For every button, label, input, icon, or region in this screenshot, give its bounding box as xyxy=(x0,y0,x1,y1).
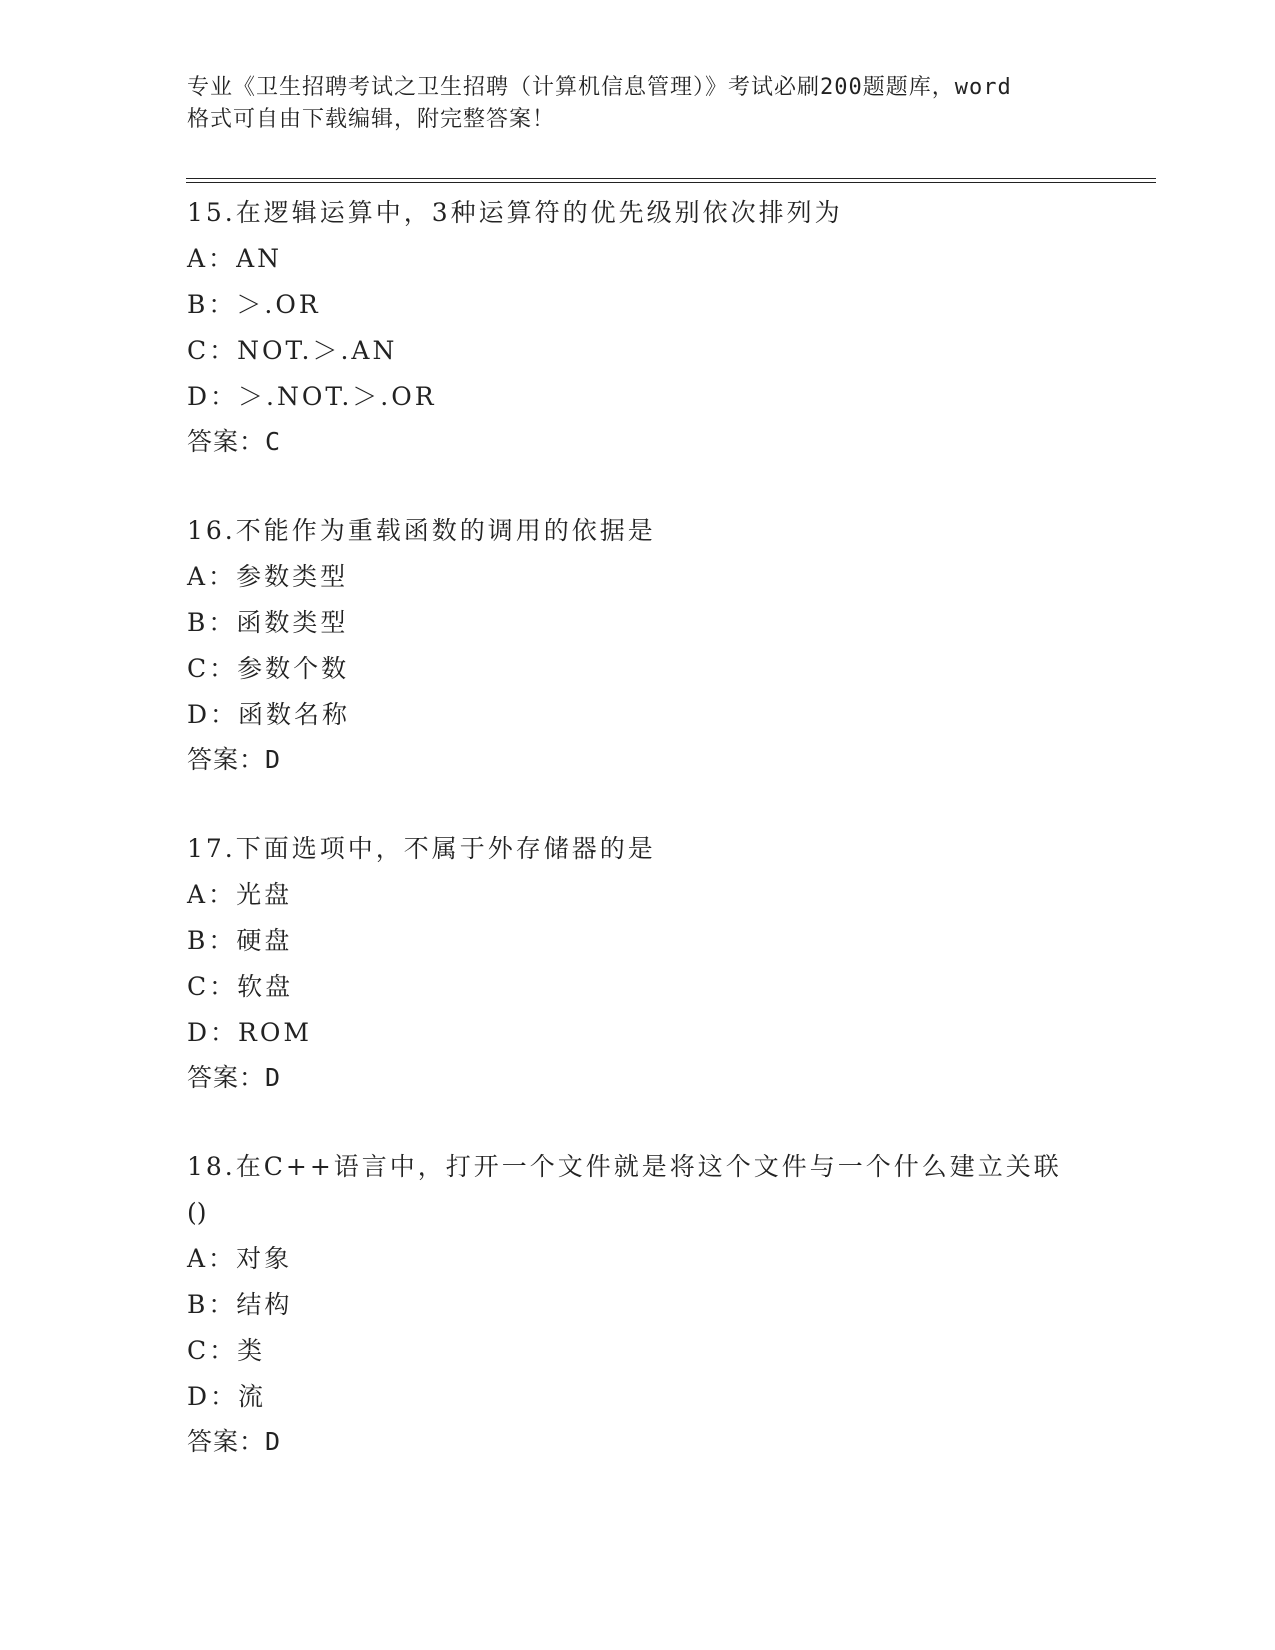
option-key: B： xyxy=(187,1290,237,1319)
option-text: 函数类型 xyxy=(236,608,349,637)
option-b xyxy=(187,918,1187,964)
option-text: 函数名称 xyxy=(238,700,351,729)
header-divider-top xyxy=(186,178,1156,179)
answer: 答案：D xyxy=(187,1063,282,1092)
question-16 xyxy=(187,508,1187,782)
question-15 xyxy=(187,190,1187,464)
option-text: 硬盘 xyxy=(236,926,293,955)
option-d xyxy=(187,1010,1187,1056)
option-text: ＞.OR xyxy=(236,290,321,319)
option-d xyxy=(187,692,1187,738)
option-key: C： xyxy=(187,654,238,683)
header-line-2: 格式可自由下载编辑，附完整答案！ xyxy=(187,107,556,132)
option-b xyxy=(187,282,1187,328)
option-key: B： xyxy=(187,290,237,319)
option-a xyxy=(187,1236,1187,1282)
option-key: B： xyxy=(187,608,237,637)
option-key: A： xyxy=(187,880,237,909)
option-text: 参数类型 xyxy=(236,562,349,591)
option-text: ＞.NOT.＞.OR xyxy=(238,382,437,411)
option-text: 参数个数 xyxy=(237,654,350,683)
option-b xyxy=(187,600,1187,646)
option-text: 类 xyxy=(237,1336,266,1365)
option-key: C： xyxy=(187,336,238,365)
option-key: C： xyxy=(187,972,238,1001)
question-text-continuation: () xyxy=(187,1198,207,1227)
question-text: 15.在逻辑运算中，3种运算符的优先级别依次排列为 xyxy=(187,198,843,227)
option-c xyxy=(187,646,1187,692)
option-key: D： xyxy=(187,382,239,411)
option-a xyxy=(187,872,1187,918)
question-text: 17.下面选项中，不属于外存储器的是 xyxy=(187,834,656,863)
option-text: AN xyxy=(236,244,282,273)
answer: 答案：D xyxy=(187,1427,282,1456)
option-key: A： xyxy=(187,1244,237,1273)
option-c xyxy=(187,328,1187,374)
question-list xyxy=(187,190,1187,1508)
header-line-1: 专业《卫生招聘考试之卫生招聘（计算机信息管理）》考试必刷200题题库，word xyxy=(187,75,1012,100)
option-key: D： xyxy=(187,1018,239,1047)
option-text: 流 xyxy=(238,1382,267,1411)
question-text: 16.不能作为重载函数的调用的依据是 xyxy=(187,516,656,545)
option-text: 对象 xyxy=(236,1244,293,1273)
option-b xyxy=(187,1282,1187,1328)
question-text: 18.在C++语言中，打开一个文件就是将这个文件与一个什么建立关联 xyxy=(187,1152,1062,1181)
option-a xyxy=(187,554,1187,600)
option-text: 光盘 xyxy=(236,880,293,909)
option-text: ROM xyxy=(238,1018,312,1047)
option-d xyxy=(187,374,1187,420)
answer: 答案：C xyxy=(187,427,282,456)
option-a xyxy=(187,236,1187,282)
document-header xyxy=(187,72,1097,136)
option-key: B： xyxy=(187,926,237,955)
option-key: A： xyxy=(187,562,237,591)
option-key: D： xyxy=(187,700,239,729)
option-key: D： xyxy=(187,1382,239,1411)
option-c xyxy=(187,964,1187,1010)
option-c xyxy=(187,1328,1187,1374)
option-key: C： xyxy=(187,1336,238,1365)
question-17 xyxy=(187,826,1187,1100)
option-text: NOT.＞.AN xyxy=(237,336,398,365)
option-d xyxy=(187,1374,1187,1420)
option-text: 结构 xyxy=(236,1290,293,1319)
answer: 答案：D xyxy=(187,745,282,774)
option-text: 软盘 xyxy=(237,972,294,1001)
option-key: A： xyxy=(187,244,237,273)
header-divider-bottom xyxy=(186,182,1156,183)
question-18 xyxy=(187,1144,1187,1464)
